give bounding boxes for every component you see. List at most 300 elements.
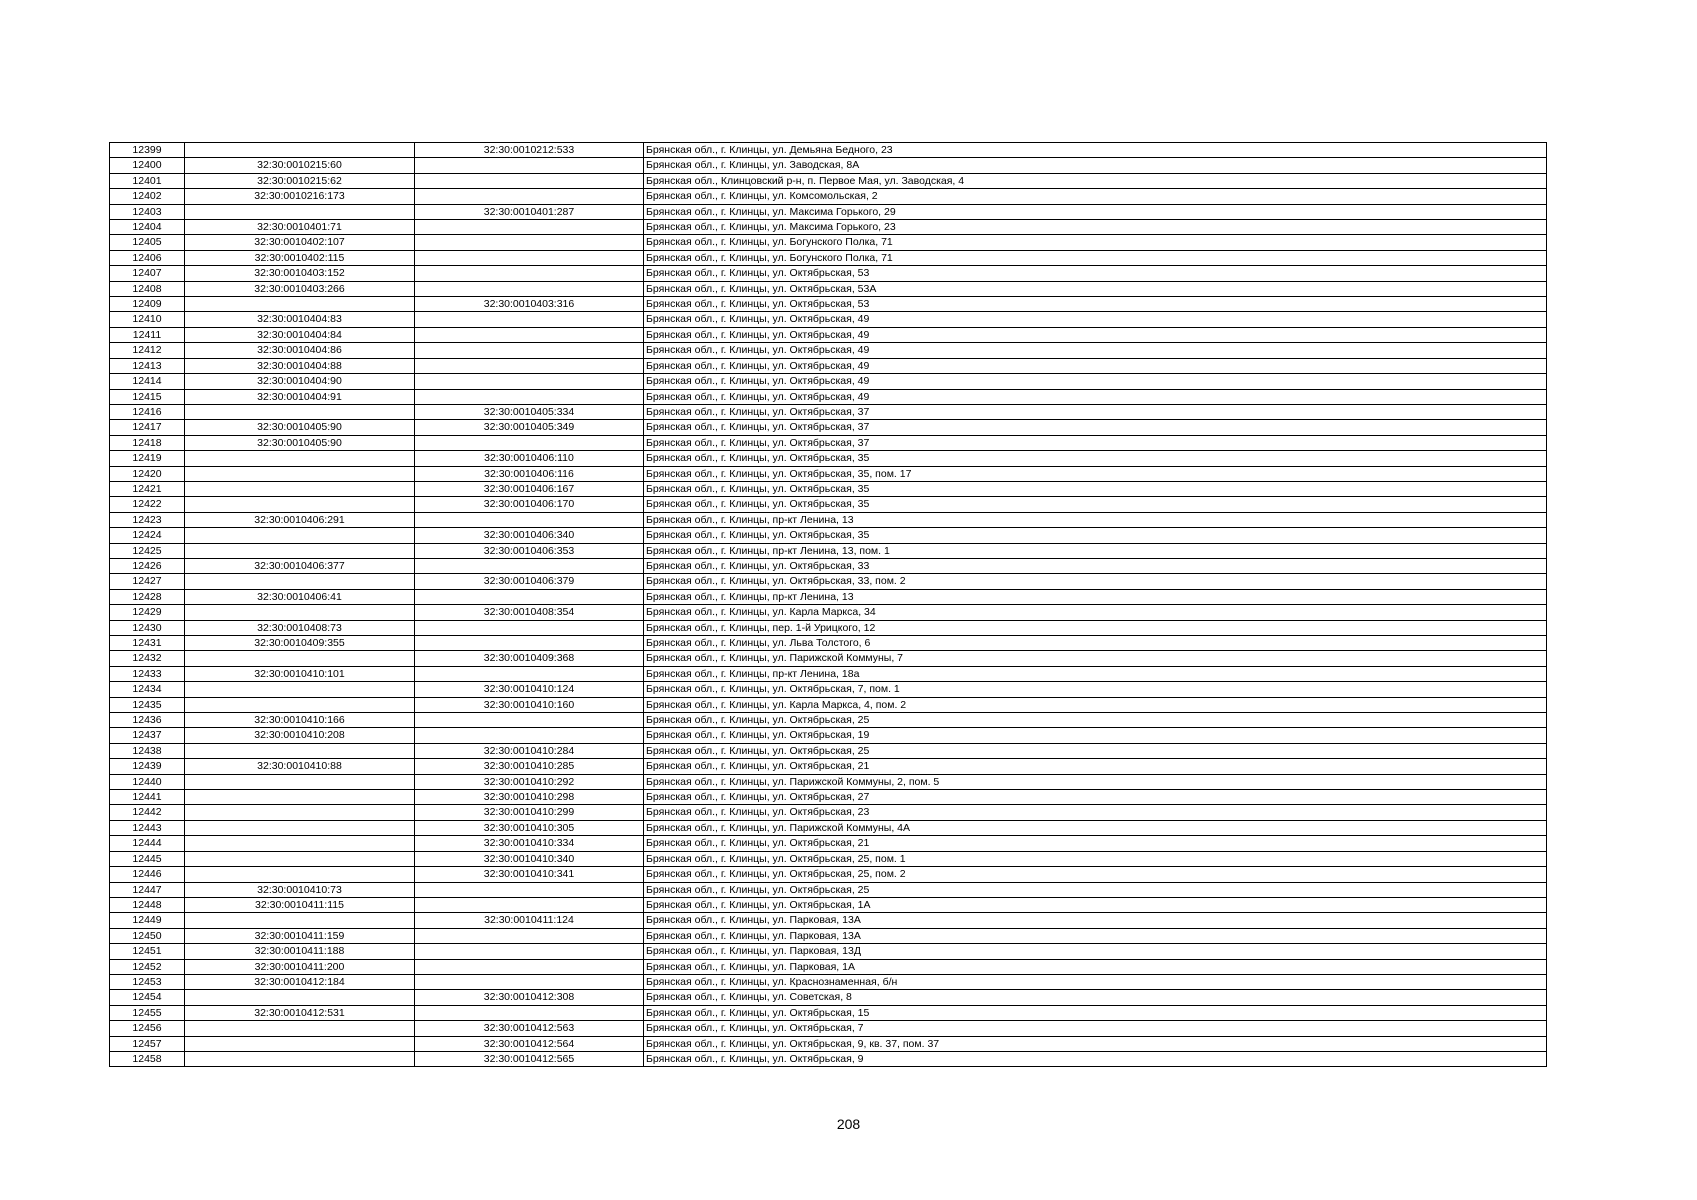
table-row <box>110 743 1547 758</box>
page-number: 208 <box>836 1116 861 1132</box>
table-row <box>110 790 1547 805</box>
table-row <box>110 574 1547 589</box>
table-row <box>110 713 1547 728</box>
cadastral-number-cell: 32:30:0010410:208 <box>185 728 415 743</box>
row-number-cell: 12410 <box>110 312 185 327</box>
cadastral-number-cell <box>185 297 415 312</box>
cadastral-number-cell <box>185 605 415 620</box>
address-cell: Брянская обл., г. Клинцы, ул. Парковая, 1А <box>644 959 1547 974</box>
address-cell: Брянская обл., г. Клинцы, ул. Богунского Полка, 71 <box>644 250 1547 265</box>
cadastral-number-cell <box>185 451 415 466</box>
table-row <box>110 189 1547 204</box>
row-number-cell: 12408 <box>110 281 185 296</box>
address-cell: Брянская обл., г. Клинцы, ул. Октябрьская, 33 <box>644 558 1547 573</box>
table-row <box>110 220 1547 235</box>
cadastral-number-cell: 32:30:0010401:71 <box>185 220 415 235</box>
object-cadastral-number-cell <box>415 374 644 389</box>
cadastral-number-cell: 32:30:0010404:88 <box>185 358 415 373</box>
cadastral-number-cell: 32:30:0010406:41 <box>185 589 415 604</box>
cadastral-number-cell <box>185 913 415 928</box>
object-cadastral-number-cell: 32:30:0010410:334 <box>415 836 644 851</box>
table-row <box>110 558 1547 573</box>
table-row <box>110 327 1547 342</box>
address-cell: Брянская обл., г. Клинцы, пер. 1-й Урицкого, 12 <box>644 620 1547 635</box>
row-number-cell: 12412 <box>110 343 185 358</box>
row-number-cell: 12435 <box>110 697 185 712</box>
table-body <box>110 143 1547 1067</box>
object-cadastral-number-cell: 32:30:0010405:349 <box>415 420 644 435</box>
row-number-cell: 12405 <box>110 235 185 250</box>
object-cadastral-number-cell <box>415 728 644 743</box>
row-number-cell: 12438 <box>110 743 185 758</box>
cadastral-number-cell <box>185 697 415 712</box>
table-row <box>110 374 1547 389</box>
address-cell: Брянская обл., г. Клинцы, ул. Парижской Коммуны, 7 <box>644 651 1547 666</box>
object-cadastral-number-cell <box>415 713 644 728</box>
address-cell: Брянская обл., г. Клинцы, ул. Максима Горького, 23 <box>644 220 1547 235</box>
object-cadastral-number-cell <box>415 389 644 404</box>
table-row <box>110 497 1547 512</box>
address-cell: Брянская обл., г. Клинцы, пр-кт Ленина, 13 <box>644 512 1547 527</box>
cadastral-number-cell <box>185 497 415 512</box>
cadastral-number-cell <box>185 682 415 697</box>
table-row <box>110 820 1547 835</box>
address-cell: Брянская обл., г. Клинцы, ул. Комсомольская, 2 <box>644 189 1547 204</box>
object-cadastral-number-cell <box>415 589 644 604</box>
object-cadastral-number-cell <box>415 512 644 527</box>
table-row <box>110 435 1547 450</box>
table-row <box>110 1021 1547 1036</box>
table-row <box>110 297 1547 312</box>
table-row <box>110 266 1547 281</box>
cadastral-number-cell: 32:30:0010404:84 <box>185 327 415 342</box>
cadastral-number-cell: 32:30:0010404:91 <box>185 389 415 404</box>
row-number-cell: 12433 <box>110 666 185 681</box>
row-number-cell: 12404 <box>110 220 185 235</box>
object-cadastral-number-cell: 32:30:0010410:284 <box>415 743 644 758</box>
row-number-cell: 12440 <box>110 774 185 789</box>
row-number-cell: 12430 <box>110 620 185 635</box>
object-cadastral-number-cell <box>415 1005 644 1020</box>
object-cadastral-number-cell: 32:30:0010410:298 <box>415 790 644 805</box>
table-row <box>110 543 1547 558</box>
object-cadastral-number-cell: 32:30:0010212:533 <box>415 143 644 158</box>
address-cell: Брянская обл., г. Клинцы, ул. Октябрьская, 53 <box>644 266 1547 281</box>
address-cell: Брянская обл., г. Клинцы, ул. Карла Маркса, 4, пом. 2 <box>644 697 1547 712</box>
cadastral-number-cell <box>185 774 415 789</box>
table-row <box>110 867 1547 882</box>
table-row <box>110 312 1547 327</box>
address-cell: Брянская обл., г. Клинцы, ул. Октябрьская, 9, кв. 37, пом. 37 <box>644 1036 1547 1051</box>
address-cell: Брянская обл., г. Клинцы, ул. Максима Горького, 29 <box>644 204 1547 219</box>
address-cell: Брянская обл., г. Клинцы, ул. Октябрьская, 35 <box>644 481 1547 496</box>
address-cell: Брянская обл., г. Клинцы, ул. Октябрьская, 53 <box>644 297 1547 312</box>
address-cell: Брянская обл., г. Клинцы, ул. Октябрьская, 35 <box>644 451 1547 466</box>
row-number-cell: 12409 <box>110 297 185 312</box>
row-number-cell: 12411 <box>110 327 185 342</box>
address-cell: Брянская обл., г. Клинцы, ул. Парковая, 13А <box>644 928 1547 943</box>
cadastral-number-cell <box>185 143 415 158</box>
row-number-cell: 12417 <box>110 420 185 435</box>
row-number-cell: 12425 <box>110 543 185 558</box>
row-number-cell: 12421 <box>110 481 185 496</box>
address-cell: Брянская обл., г. Клинцы, ул. Октябрьская, 35, пом. 17 <box>644 466 1547 481</box>
address-cell: Брянская обл., г. Клинцы, ул. Октябрьская, 35 <box>644 497 1547 512</box>
table-row <box>110 944 1547 959</box>
cadastral-number-cell <box>185 990 415 1005</box>
row-number-cell: 12414 <box>110 374 185 389</box>
row-number-cell: 12418 <box>110 435 185 450</box>
object-cadastral-number-cell: 32:30:0010412:308 <box>415 990 644 1005</box>
object-cadastral-number-cell <box>415 558 644 573</box>
table-row <box>110 774 1547 789</box>
table-row <box>110 897 1547 912</box>
address-cell: Брянская обл., г. Клинцы, ул. Октябрьская, 53А <box>644 281 1547 296</box>
cadastral-number-cell: 32:30:0010404:83 <box>185 312 415 327</box>
cadastral-number-cell: 32:30:0010403:152 <box>185 266 415 281</box>
cadastral-number-cell: 32:30:0010411:200 <box>185 959 415 974</box>
address-cell: Брянская обл., г. Клинцы, ул. Октябрьская, 21 <box>644 759 1547 774</box>
cadastral-number-cell: 32:30:0010216:173 <box>185 189 415 204</box>
cadastral-number-cell: 32:30:0010403:266 <box>185 281 415 296</box>
row-number-cell: 12449 <box>110 913 185 928</box>
object-cadastral-number-cell: 32:30:0010406:379 <box>415 574 644 589</box>
cadastral-number-cell: 32:30:0010410:73 <box>185 882 415 897</box>
cadastral-number-cell: 32:30:0010411:115 <box>185 897 415 912</box>
cadastral-number-cell <box>185 805 415 820</box>
address-cell: Брянская обл., г. Клинцы, пр-кт Ленина, 13 <box>644 589 1547 604</box>
row-number-cell: 12423 <box>110 512 185 527</box>
address-cell: Брянская обл., г. Клинцы, ул. Парковая, 13А <box>644 913 1547 928</box>
address-cell: Брянская обл., Клинцовский р-н, п. Первое Мая, ул. Заводская, 4 <box>644 173 1547 188</box>
table-row <box>110 389 1547 404</box>
row-number-cell: 12437 <box>110 728 185 743</box>
row-number-cell: 12403 <box>110 204 185 219</box>
table-row <box>110 651 1547 666</box>
object-cadastral-number-cell: 32:30:0010410:305 <box>415 820 644 835</box>
row-number-cell: 12441 <box>110 790 185 805</box>
object-cadastral-number-cell <box>415 250 644 265</box>
cadastral-number-cell <box>185 574 415 589</box>
table-row <box>110 851 1547 866</box>
address-cell: Брянская обл., г. Клинцы, ул. Парижской Коммуны, 4А <box>644 820 1547 835</box>
object-cadastral-number-cell: 32:30:0010401:287 <box>415 204 644 219</box>
cadastral-number-cell: 32:30:0010411:159 <box>185 928 415 943</box>
table-row <box>110 250 1547 265</box>
table-row <box>110 589 1547 604</box>
address-cell: Брянская обл., г. Клинцы, ул. Октябрьская, 25 <box>644 713 1547 728</box>
object-cadastral-number-cell <box>415 358 644 373</box>
address-cell: Брянская обл., г. Клинцы, пр-кт Ленина, 13, пом. 1 <box>644 543 1547 558</box>
table-row <box>110 466 1547 481</box>
cadastral-number-cell <box>185 466 415 481</box>
row-number-cell: 12443 <box>110 820 185 835</box>
object-cadastral-number-cell <box>415 189 644 204</box>
cadastral-number-cell <box>185 790 415 805</box>
table-row <box>110 1036 1547 1051</box>
address-cell: Брянская обл., г. Клинцы, ул. Октябрьская, 49 <box>644 358 1547 373</box>
cadastral-number-cell: 32:30:0010402:107 <box>185 235 415 250</box>
object-cadastral-number-cell <box>415 312 644 327</box>
cadastral-number-cell: 32:30:0010412:184 <box>185 974 415 989</box>
table-row <box>110 913 1547 928</box>
table-row <box>110 404 1547 419</box>
table-row <box>110 666 1547 681</box>
table-row <box>110 281 1547 296</box>
cadastral-number-cell: 32:30:0010408:73 <box>185 620 415 635</box>
cadastral-number-cell <box>185 481 415 496</box>
address-cell: Брянская обл., г. Клинцы, ул. Октябрьская, 35 <box>644 528 1547 543</box>
row-number-cell: 12436 <box>110 713 185 728</box>
address-cell: Брянская обл., г. Клинцы, ул. Октябрьская, 49 <box>644 327 1547 342</box>
table-row <box>110 420 1547 435</box>
address-cell: Брянская обл., г. Клинцы, ул. Октябрьская, 33, пом. 2 <box>644 574 1547 589</box>
cadastral-number-cell: 32:30:0010410:166 <box>185 713 415 728</box>
object-cadastral-number-cell: 32:30:0010410:124 <box>415 682 644 697</box>
address-cell: Брянская обл., г. Клинцы, ул. Октябрьская, 49 <box>644 374 1547 389</box>
table-row <box>110 620 1547 635</box>
object-cadastral-number-cell <box>415 281 644 296</box>
address-cell: Брянская обл., г. Клинцы, ул. Демьяна Бедного, 23 <box>644 143 1547 158</box>
object-cadastral-number-cell: 32:30:0010412:563 <box>415 1021 644 1036</box>
object-cadastral-number-cell <box>415 974 644 989</box>
address-cell: Брянская обл., г. Клинцы, ул. Краснознаменная, б/н <box>644 974 1547 989</box>
cadastral-number-cell <box>185 1036 415 1051</box>
cadastral-number-cell <box>185 204 415 219</box>
object-cadastral-number-cell: 32:30:0010410:341 <box>415 867 644 882</box>
object-cadastral-number-cell: 32:30:0010410:160 <box>415 697 644 712</box>
cadastral-number-cell <box>185 820 415 835</box>
address-cell: Брянская обл., г. Клинцы, ул. Октябрьская, 25, пом. 2 <box>644 867 1547 882</box>
row-number-cell: 12456 <box>110 1021 185 1036</box>
object-cadastral-number-cell <box>415 266 644 281</box>
row-number-cell: 12407 <box>110 266 185 281</box>
row-number-cell: 12454 <box>110 990 185 1005</box>
address-cell: Брянская обл., г. Клинцы, ул. Октябрьская, 37 <box>644 435 1547 450</box>
object-cadastral-number-cell: 32:30:0010406:116 <box>415 466 644 481</box>
cadastral-number-cell: 32:30:0010405:90 <box>185 420 415 435</box>
address-cell: Брянская обл., г. Клинцы, ул. Советская, 8 <box>644 990 1547 1005</box>
object-cadastral-number-cell: 32:30:0010412:564 <box>415 1036 644 1051</box>
table-row <box>110 1051 1547 1066</box>
table-row <box>110 204 1547 219</box>
object-cadastral-number-cell: 32:30:0010410:292 <box>415 774 644 789</box>
address-cell: Брянская обл., г. Клинцы, ул. Парковая, 13Д <box>644 944 1547 959</box>
object-cadastral-number-cell: 32:30:0010411:124 <box>415 913 644 928</box>
object-cadastral-number-cell <box>415 435 644 450</box>
cadastral-number-cell: 32:30:0010215:62 <box>185 173 415 188</box>
table-row <box>110 805 1547 820</box>
object-cadastral-number-cell <box>415 959 644 974</box>
address-cell: Брянская обл., г. Клинцы, ул. Октябрьская, 37 <box>644 404 1547 419</box>
row-number-cell: 12434 <box>110 682 185 697</box>
cadastral-number-cell: 32:30:0010410:101 <box>185 666 415 681</box>
table-row <box>110 605 1547 620</box>
table-row <box>110 959 1547 974</box>
object-cadastral-number-cell <box>415 220 644 235</box>
row-number-cell: 12420 <box>110 466 185 481</box>
address-cell: Брянская обл., г. Клинцы, ул. Октябрьская, 37 <box>644 420 1547 435</box>
table-row <box>110 173 1547 188</box>
object-cadastral-number-cell: 32:30:0010406:110 <box>415 451 644 466</box>
table-row <box>110 528 1547 543</box>
object-cadastral-number-cell: 32:30:0010406:170 <box>415 497 644 512</box>
table-row <box>110 974 1547 989</box>
row-number-cell: 12457 <box>110 1036 185 1051</box>
address-cell: Брянская обл., г. Клинцы, ул. Октябрьская, 25 <box>644 882 1547 897</box>
object-cadastral-number-cell: 32:30:0010408:354 <box>415 605 644 620</box>
row-number-cell: 12447 <box>110 882 185 897</box>
object-cadastral-number-cell: 32:30:0010410:285 <box>415 759 644 774</box>
row-number-cell: 12450 <box>110 928 185 943</box>
address-cell: Брянская обл., г. Клинцы, ул. Октябрьская, 49 <box>644 312 1547 327</box>
row-number-cell: 12400 <box>110 158 185 173</box>
address-cell: Брянская обл., г. Клинцы, ул. Октябрьская, 27 <box>644 790 1547 805</box>
row-number-cell: 12455 <box>110 1005 185 1020</box>
row-number-cell: 12426 <box>110 558 185 573</box>
table-row <box>110 682 1547 697</box>
address-cell: Брянская обл., г. Клинцы, ул. Октябрьская, 49 <box>644 343 1547 358</box>
row-number-cell: 12442 <box>110 805 185 820</box>
cadastral-number-cell <box>185 867 415 882</box>
object-cadastral-number-cell: 32:30:0010412:565 <box>415 1051 644 1066</box>
address-cell: Брянская обл., г. Клинцы, ул. Льва Толстого, 6 <box>644 636 1547 651</box>
object-cadastral-number-cell <box>415 897 644 912</box>
object-cadastral-number-cell <box>415 928 644 943</box>
cadastral-number-cell <box>185 651 415 666</box>
row-number-cell: 12444 <box>110 836 185 851</box>
object-cadastral-number-cell <box>415 327 644 342</box>
row-number-cell: 12453 <box>110 974 185 989</box>
cadastral-number-cell <box>185 836 415 851</box>
cadastral-number-cell: 32:30:0010406:291 <box>185 512 415 527</box>
row-number-cell: 12446 <box>110 867 185 882</box>
address-cell: Брянская обл., г. Клинцы, ул. Октябрьская, 7 <box>644 1021 1547 1036</box>
object-cadastral-number-cell <box>415 173 644 188</box>
address-cell: Брянская обл., г. Клинцы, ул. Октябрьская, 15 <box>644 1005 1547 1020</box>
object-cadastral-number-cell <box>415 666 644 681</box>
address-cell: Брянская обл., г. Клинцы, ул. Октябрьская, 1А <box>644 897 1547 912</box>
cadastral-number-cell <box>185 528 415 543</box>
cadastral-number-cell <box>185 543 415 558</box>
address-cell: Брянская обл., г. Клинцы, ул. Парижской Коммуны, 2, пом. 5 <box>644 774 1547 789</box>
table-row <box>110 451 1547 466</box>
row-number-cell: 12431 <box>110 636 185 651</box>
address-cell: Брянская обл., г. Клинцы, ул. Октябрьская, 23 <box>644 805 1547 820</box>
table-row <box>110 928 1547 943</box>
cadastral-number-cell: 32:30:0010411:188 <box>185 944 415 959</box>
table-row <box>110 882 1547 897</box>
table-row <box>110 1005 1547 1020</box>
table-row <box>110 836 1547 851</box>
row-number-cell: 12428 <box>110 589 185 604</box>
table-row <box>110 636 1547 651</box>
row-number-cell: 12422 <box>110 497 185 512</box>
cadastral-number-cell: 32:30:0010406:377 <box>185 558 415 573</box>
table-row <box>110 481 1547 496</box>
object-cadastral-number-cell: 32:30:0010409:368 <box>415 651 644 666</box>
object-cadastral-number-cell: 32:30:0010406:340 <box>415 528 644 543</box>
row-number-cell: 12401 <box>110 173 185 188</box>
row-number-cell: 12419 <box>110 451 185 466</box>
object-cadastral-number-cell: 32:30:0010406:353 <box>415 543 644 558</box>
row-number-cell: 12445 <box>110 851 185 866</box>
table-row <box>110 728 1547 743</box>
row-number-cell: 12439 <box>110 759 185 774</box>
address-cell: Брянская обл., г. Клинцы, ул. Октябрьская, 49 <box>644 389 1547 404</box>
row-number-cell: 12415 <box>110 389 185 404</box>
table-row <box>110 990 1547 1005</box>
address-cell: Брянская обл., г. Клинцы, ул. Октябрьская, 9 <box>644 1051 1547 1066</box>
object-cadastral-number-cell <box>415 944 644 959</box>
cadastral-number-cell: 32:30:0010412:531 <box>185 1005 415 1020</box>
cadastral-number-cell: 32:30:0010404:86 <box>185 343 415 358</box>
cadastral-number-cell: 32:30:0010215:60 <box>185 158 415 173</box>
row-number-cell: 12406 <box>110 250 185 265</box>
table-row <box>110 512 1547 527</box>
address-cell: Брянская обл., г. Клинцы, ул. Октябрьская, 19 <box>644 728 1547 743</box>
address-cell: Брянская обл., г. Клинцы, ул. Карла Маркса, 34 <box>644 605 1547 620</box>
cadastral-number-cell: 32:30:0010402:115 <box>185 250 415 265</box>
cadastral-number-cell <box>185 743 415 758</box>
row-number-cell: 12413 <box>110 358 185 373</box>
address-cell: Брянская обл., г. Клинцы, ул. Заводская, 8А <box>644 158 1547 173</box>
row-number-cell: 12458 <box>110 1051 185 1066</box>
cadastral-number-cell: 32:30:0010410:88 <box>185 759 415 774</box>
cadastral-number-cell: 32:30:0010404:90 <box>185 374 415 389</box>
address-cell: Брянская обл., г. Клинцы, ул. Октябрьская, 25, пом. 1 <box>644 851 1547 866</box>
row-number-cell: 12424 <box>110 528 185 543</box>
row-number-cell: 12451 <box>110 944 185 959</box>
object-cadastral-number-cell <box>415 235 644 250</box>
address-cell: Брянская обл., г. Клинцы, ул. Октябрьская, 21 <box>644 836 1547 851</box>
object-cadastral-number-cell: 32:30:0010406:167 <box>415 481 644 496</box>
row-number-cell: 12416 <box>110 404 185 419</box>
cadastral-number-cell: 32:30:0010409:355 <box>185 636 415 651</box>
table-row <box>110 697 1547 712</box>
cadastral-number-cell <box>185 404 415 419</box>
object-cadastral-number-cell: 32:30:0010405:334 <box>415 404 644 419</box>
object-cadastral-number-cell <box>415 158 644 173</box>
cadastral-number-cell: 32:30:0010405:90 <box>185 435 415 450</box>
object-cadastral-number-cell <box>415 343 644 358</box>
row-number-cell: 12452 <box>110 959 185 974</box>
cadastral-number-cell <box>185 1051 415 1066</box>
address-cell: Брянская обл., г. Клинцы, ул. Октябрьская, 25 <box>644 743 1547 758</box>
row-number-cell: 12427 <box>110 574 185 589</box>
table-row <box>110 343 1547 358</box>
row-number-cell: 12429 <box>110 605 185 620</box>
cadastral-number-cell <box>185 1021 415 1036</box>
address-cell: Брянская обл., г. Клинцы, ул. Богунского Полка, 71 <box>644 235 1547 250</box>
object-cadastral-number-cell <box>415 636 644 651</box>
table-row <box>110 143 1547 158</box>
table-row <box>110 759 1547 774</box>
table-row <box>110 158 1547 173</box>
table-row <box>110 235 1547 250</box>
row-number-cell: 12402 <box>110 189 185 204</box>
row-number-cell: 12432 <box>110 651 185 666</box>
cadastral-table <box>109 142 1547 1067</box>
cadastral-number-cell <box>185 851 415 866</box>
object-cadastral-number-cell <box>415 882 644 897</box>
object-cadastral-number-cell: 32:30:0010410:299 <box>415 805 644 820</box>
object-cadastral-number-cell: 32:30:0010403:316 <box>415 297 644 312</box>
address-cell: Брянская обл., г. Клинцы, ул. Октябрьская, 7, пом. 1 <box>644 682 1547 697</box>
row-number-cell: 12399 <box>110 143 185 158</box>
object-cadastral-number-cell <box>415 620 644 635</box>
row-number-cell: 12448 <box>110 897 185 912</box>
